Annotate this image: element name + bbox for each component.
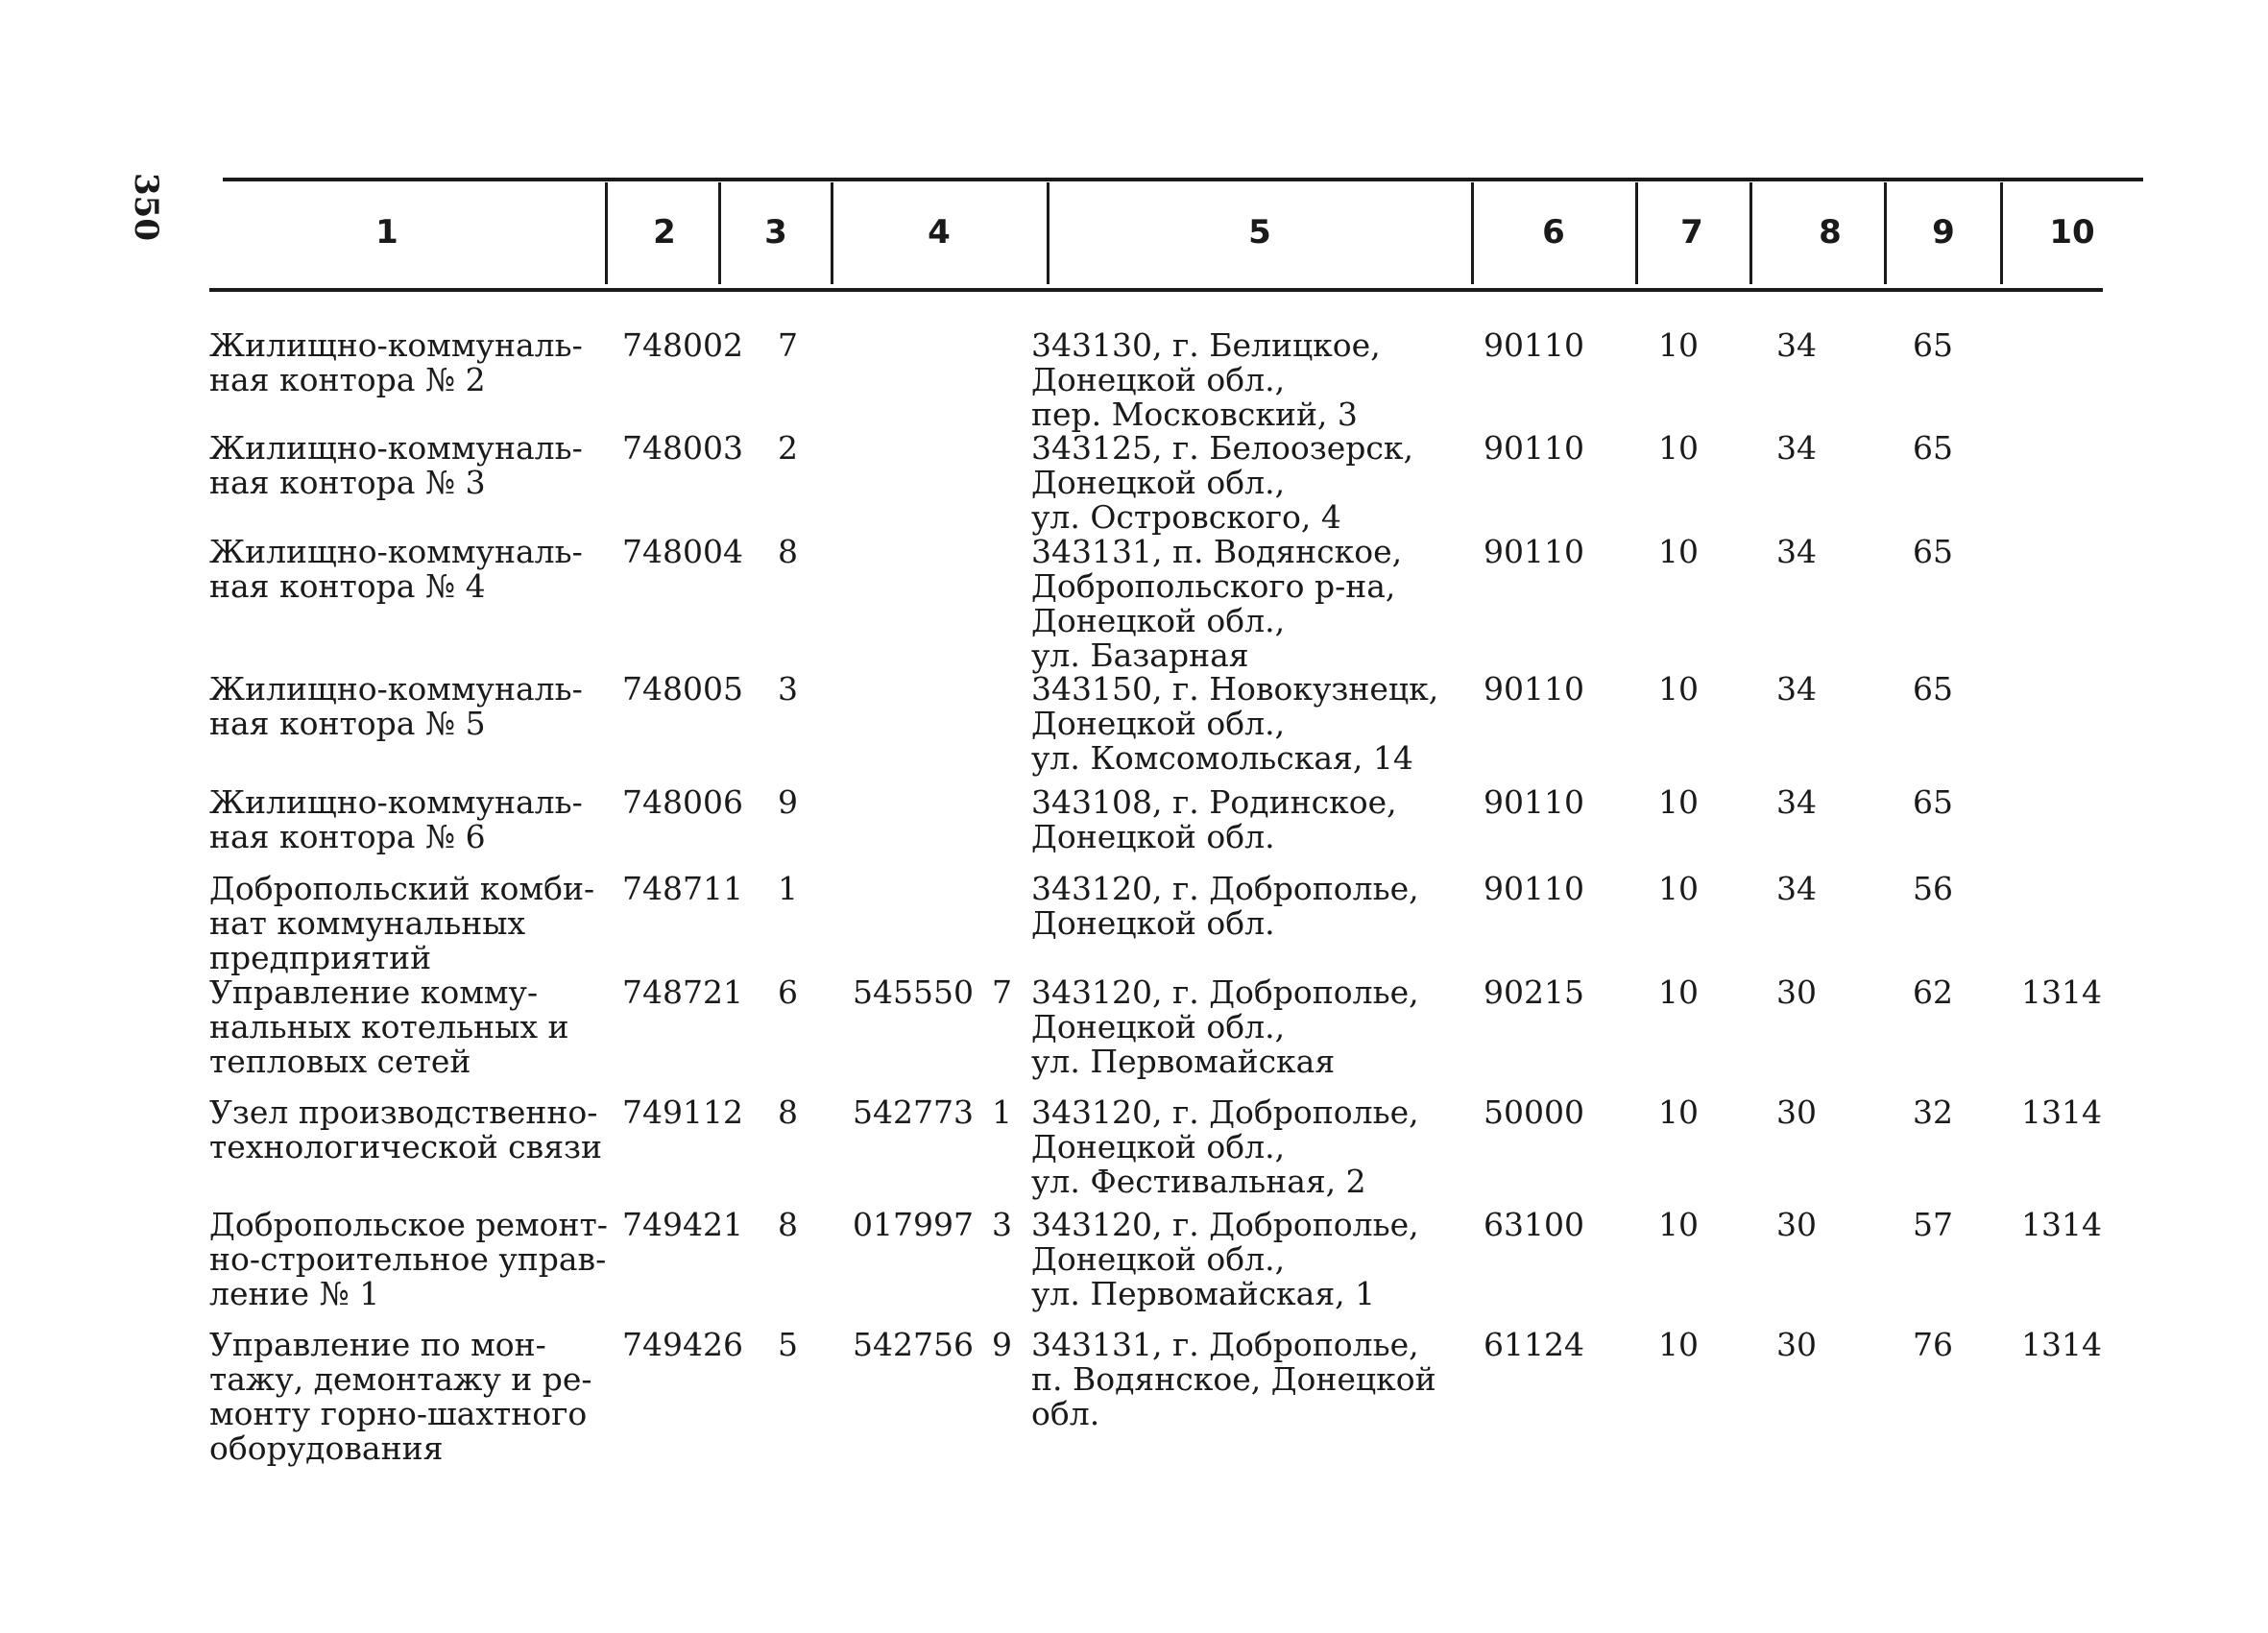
column-header-1: 1: [375, 213, 398, 252]
address: 343131, г. Доброполье, п. Водянское, Донецкой обл.: [1031, 1326, 1436, 1432]
col6-value: 90110: [1484, 783, 1584, 821]
col9-value: 76: [1913, 1326, 1953, 1363]
organization-name: Жилищно-коммуналь- ная контора № 5: [209, 670, 583, 742]
org-code: 748002: [622, 326, 743, 364]
col9-value: 57: [1913, 1206, 1953, 1243]
organization-name: Жилищно-коммуналь- ная контора № 2: [209, 326, 583, 398]
col9-value: 65: [1913, 429, 1953, 467]
col7-value: 10: [1658, 783, 1699, 821]
col9-value: 65: [1913, 326, 1953, 364]
address: 343131, п. Водянское, Добропольского р-на, Донецкой обл., ул. Базарная: [1031, 533, 1403, 674]
column-header-8: 8: [1819, 213, 1842, 252]
column-separator: [2000, 182, 2003, 284]
address: 343125, г. Белоозерск, Донецкой обл., ул. Островского, 4: [1031, 429, 1413, 536]
column-separator: [1471, 182, 1474, 284]
column-header-10: 10: [2049, 213, 2095, 252]
column-separator: [831, 182, 833, 284]
column-header-7: 7: [1680, 213, 1703, 252]
col7-value: 10: [1658, 429, 1699, 467]
organization-name: Добропольское ремонт- но-строительное управ- ление № 1: [209, 1206, 608, 1312]
col7-value: 10: [1658, 870, 1699, 907]
parent-code: 017997: [853, 1206, 974, 1243]
org-code: 749421: [622, 1206, 743, 1243]
organization-name: Узел производственно- технологической связи: [209, 1093, 603, 1165]
parent-check-digit: 1: [992, 1093, 1012, 1131]
header-bottom-rule: [209, 288, 2103, 292]
col8-value: 34: [1776, 670, 1817, 708]
col6-value: 90110: [1484, 429, 1584, 467]
organization-name: Управление комму- нальных котельных и тепловых сетей: [209, 973, 569, 1080]
column-header-3: 3: [764, 213, 787, 252]
org-code: 748711: [622, 870, 743, 907]
parent-check-digit: 9: [992, 1326, 1012, 1363]
org-code: 748721: [622, 973, 743, 1011]
col9-value: 56: [1913, 870, 1953, 907]
parent-code: 545550: [853, 973, 974, 1011]
org-code: 748004: [622, 533, 743, 570]
column-separator: [1884, 182, 1887, 284]
parent-code: 542773: [853, 1093, 974, 1131]
col7-value: 10: [1658, 1206, 1699, 1243]
parent-code: 542756: [853, 1326, 974, 1363]
col10-value: 1314: [2021, 1206, 2102, 1243]
col8-value: 30: [1776, 1206, 1817, 1243]
col7-value: 10: [1658, 670, 1699, 708]
check-digit: 8: [778, 1093, 798, 1131]
address: 343108, г. Родинское, Донецкой обл.: [1031, 783, 1397, 855]
col8-value: 34: [1776, 870, 1817, 907]
organization-name: Жилищно-коммуналь- ная контора № 4: [209, 533, 583, 605]
check-digit: 1: [778, 870, 798, 907]
check-digit: 3: [778, 670, 798, 708]
column-separator: [1635, 182, 1638, 284]
col7-value: 10: [1658, 973, 1699, 1011]
col8-value: 34: [1776, 326, 1817, 364]
col6-value: 90215: [1484, 973, 1584, 1011]
col9-value: 65: [1913, 670, 1953, 708]
address: 343120, г. Доброполье, Донецкой обл.: [1031, 870, 1419, 942]
col8-value: 30: [1776, 973, 1817, 1011]
organization-name: Жилищно-коммуналь- ная контора № 6: [209, 783, 583, 855]
check-digit: 6: [778, 973, 798, 1011]
col6-value: 90110: [1484, 670, 1584, 708]
col7-value: 10: [1658, 533, 1699, 570]
column-separator: [718, 182, 721, 284]
check-digit: 9: [778, 783, 798, 821]
col10-value: 1314: [2021, 1093, 2102, 1131]
check-digit: 2: [778, 429, 798, 467]
col7-value: 10: [1658, 1326, 1699, 1363]
col8-value: 34: [1776, 429, 1817, 467]
col9-value: 62: [1913, 973, 1953, 1011]
col6-value: 90110: [1484, 326, 1584, 364]
col9-value: 65: [1913, 533, 1953, 570]
org-code: 749426: [622, 1326, 743, 1363]
parent-check-digit: 7: [992, 973, 1012, 1011]
column-header-2: 2: [653, 213, 676, 252]
column-separator: [1047, 182, 1050, 284]
col6-value: 63100: [1484, 1206, 1584, 1243]
org-code: 748005: [622, 670, 743, 708]
organization-name: Добропольский комби- нат коммунальных предприятий: [209, 870, 595, 976]
col6-value: 90110: [1484, 870, 1584, 907]
col8-value: 30: [1776, 1326, 1817, 1363]
address: 343120, г. Доброполье, Донецкой обл., ул. Первомайская, 1: [1031, 1206, 1419, 1312]
col7-value: 10: [1658, 326, 1699, 364]
organization-name: Управление по мон- тажу, демонтажу и ре- монту горно-шахтного оборудования: [209, 1326, 592, 1467]
col9-value: 32: [1913, 1093, 1953, 1131]
org-code: 748006: [622, 783, 743, 821]
table-top-rule: [223, 178, 2143, 181]
address: 343130, г. Белицкое, Донецкой обл., пер. Московский, 3: [1031, 326, 1381, 433]
col6-value: 90110: [1484, 533, 1584, 570]
col8-value: 34: [1776, 783, 1817, 821]
column-separator: [605, 182, 608, 284]
org-code: 748003: [622, 429, 743, 467]
column-separator: [1749, 182, 1752, 284]
check-digit: 8: [778, 1206, 798, 1243]
col6-value: 50000: [1484, 1093, 1584, 1131]
column-header-6: 6: [1542, 213, 1565, 252]
check-digit: 7: [778, 326, 798, 364]
check-digit: 5: [778, 1326, 798, 1363]
organization-name: Жилищно-коммуналь- ная контора № 3: [209, 429, 583, 501]
org-code: 749112: [622, 1093, 743, 1131]
column-header-5: 5: [1248, 213, 1271, 252]
parent-check-digit: 3: [992, 1206, 1012, 1243]
address: 343150, г. Новокузнецк, Донецкой обл., ул. Комсомольская, 14: [1031, 670, 1439, 777]
col10-value: 1314: [2021, 1326, 2102, 1363]
check-digit: 8: [778, 533, 798, 570]
column-header-4: 4: [928, 213, 951, 252]
address: 343120, г. Доброполье, Донецкой обл., ул. Фестивальная, 2: [1031, 1093, 1419, 1200]
col10-value: 1314: [2021, 973, 2102, 1011]
col8-value: 30: [1776, 1093, 1817, 1131]
col8-value: 34: [1776, 533, 1817, 570]
page-number: 350: [127, 173, 165, 241]
column-header-9: 9: [1932, 213, 1955, 252]
col6-value: 61124: [1484, 1326, 1584, 1363]
col9-value: 65: [1913, 783, 1953, 821]
col7-value: 10: [1658, 1093, 1699, 1131]
address: 343120, г. Доброполье, Донецкой обл., ул. Первомайская: [1031, 973, 1419, 1080]
